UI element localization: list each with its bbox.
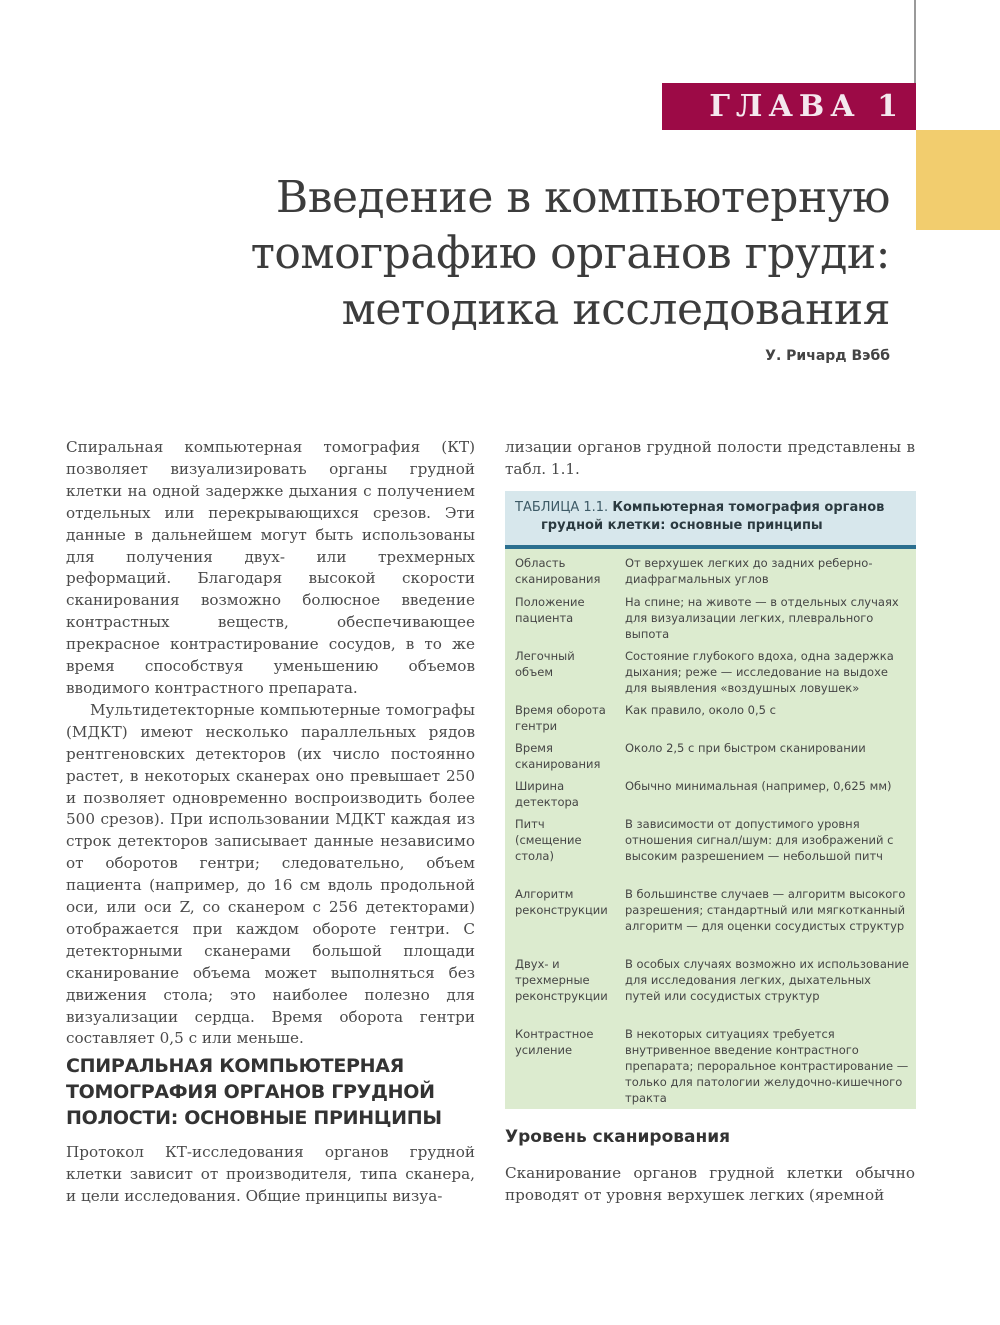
section-text (66, 1142, 475, 1208)
row-key: Алгоритм реконструкции (515, 887, 608, 917)
row-key: Контрастное усиление (515, 1027, 594, 1057)
author: У. Ричард Вэбб (765, 348, 890, 364)
paragraph: Мультидетекторные компьютерные томографы (МДКТ) имеют несколько параллельных рядов рентгеновских детекторов (их число постоянно растет, в некоторых сканерах оно превышает 250 и позволяет одновременно воспроизводить более 500 срезов). При использовании МДКТ каждая из строк детекторов записывает данные независимо от оборотов гентри; следовательно, объем пациента (например, до 16 см вдоль продольной оси, или оси Z, со сканером с 256 детекторами) отображается при каждом обороте гентри. С детекторными сканерами большой площади сканирование объема может выполняться без движения стола; это наиболее полезно для визуализации сердца. Время оборота гентри составляет 0,5 с или меньше. (66, 700, 475, 1048)
title-line: методика исследования (341, 284, 890, 335)
table-header-rule (505, 545, 916, 549)
right-column-intro (505, 437, 915, 481)
row-value: На спине; на животе — в отдельных случаях для визуализации легких, плеврального выпота (625, 595, 899, 641)
row-key: Питч (смещение стола) (515, 817, 582, 863)
left-column-text (66, 437, 475, 1050)
table-number: ТАБЛИЦА 1.1. (515, 500, 609, 515)
right-column-text (505, 1163, 915, 1207)
table-caption (515, 499, 910, 535)
row-value: В некоторых ситуациях требуется внутривенное введение контрастного препарата; пероральное контрастирование — только для патологии желудочно-кишечного тракта (625, 1027, 909, 1105)
row-value: Обычно минимальная (например, 0,625 мм) (625, 779, 892, 793)
row-key: Легочный объем (515, 649, 575, 679)
row-key: Время сканирования (515, 741, 601, 771)
accent-block (916, 130, 1000, 230)
row-key: Ширина детектора (515, 779, 579, 809)
title-line: томографию органов груди: (250, 228, 890, 279)
row-key: Область сканирования (515, 556, 601, 586)
row-value: В особых случаях возможно их использование для исследования легких, дыхательных путей или сосудистых структур (625, 957, 909, 1003)
row-key: Положение пациента (515, 595, 585, 625)
row-value: В зависимости от допустимого уровня отношения сигнал/шум: для изображений с высоким разрешением — небольшой питч (625, 817, 894, 863)
chapter-title (190, 170, 890, 338)
paragraph: Сканирование органов грудной клетки обычно проводят от уровня верхушек легких (яремной (505, 1164, 915, 1204)
paragraph: Спиральная компьютерная томография (КТ) позволяет визуализировать органы грудной клетки на одной задержке дыхания с получением отдельных или перекрывающихся срезов. Эти данные в дальнейшем могут быть использованы для получения двух- или трехмерных реформаций. Благодаря высокой скорости сканирования возможно болюсное введение контрастных веществ, обеспечивающее прекрасное контрастирование сосудов, в то же время способствуя уменьшению объемов вводимого контрастного препарата. (66, 438, 475, 697)
table-title: Компьютерная томография органов (612, 500, 885, 515)
row-value: Как правило, около 0,5 с (625, 703, 776, 717)
table-1-1 (505, 491, 916, 1109)
section-heading: СПИРАЛЬНАЯ КОМПЬЮТЕРНАЯ ТОМОГРАФИЯ ОРГАНОВ ГРУДНОЙ ПОЛОСТИ: ОСНОВНЫЕ ПРИНЦИПЫ (66, 1055, 442, 1129)
row-value: Состояние глубокого вдоха, одна задержка дыхания; реже — исследование на выдохе для выявления «воздушных ловушек» (625, 649, 894, 695)
row-key: Время оборота гентри (515, 703, 606, 733)
row-value: Около 2,5 с при быстром сканировании (625, 741, 866, 755)
chapter-label: ГЛАВА 1 (709, 89, 904, 124)
paragraph: лизации органов грудной полости представлены в табл. 1.1. (505, 438, 915, 478)
table-title: грудной клетки: основные принципы (541, 518, 823, 533)
row-key: Двух- и трехмерные реконструкции (515, 957, 608, 1003)
row-value: В большинстве случаев — алгоритм высокого разрешения; стандартный или мягкотканный алгоритм — для оценки сосудистых структур (625, 887, 906, 933)
subheading: Уровень сканирования (505, 1127, 731, 1147)
row-value: От верхушек легких до задних реберно-диафрагмальных углов (625, 556, 873, 586)
title-line: Введение в компьютерную (275, 172, 890, 223)
paragraph: Протокол КТ-исследования органов грудной клетки зависит от производителя, типа сканера, и цели исследования. Общие принципы визуа- (66, 1143, 475, 1205)
